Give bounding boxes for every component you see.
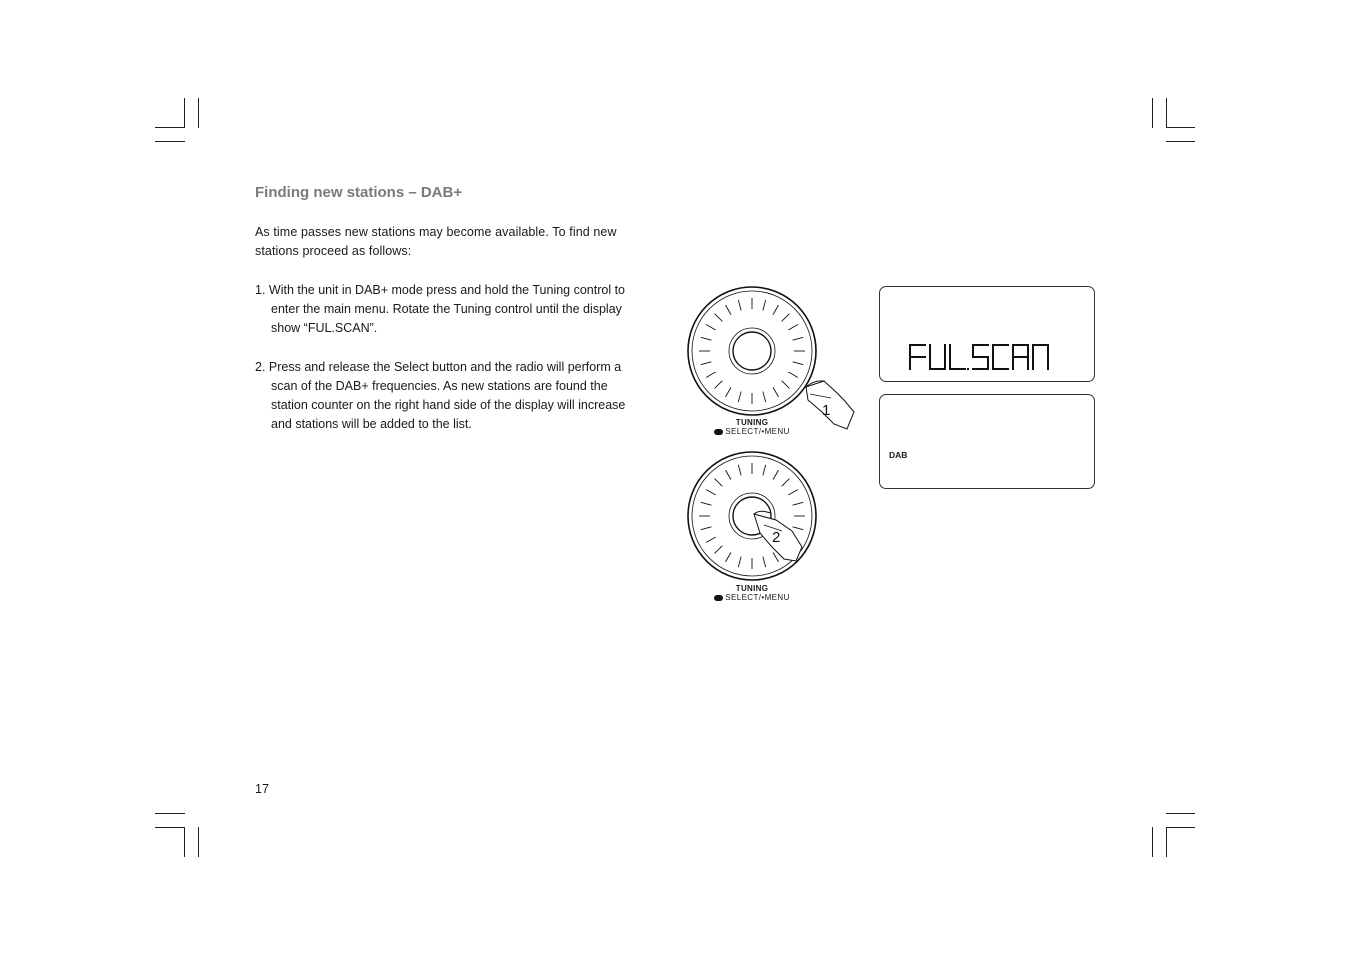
crop-mark (1166, 98, 1167, 128)
step-line: 2. Press and release the Select button and the radio will perform a (255, 360, 622, 374)
knob-label-main: TUNING (735, 584, 769, 593)
step-line: show “FUL.SCAN”. (271, 321, 378, 335)
tuning-knob-press-hold (684, 284, 864, 434)
crop-mark (1166, 813, 1195, 814)
crop-mark (1166, 141, 1195, 142)
lcd-segment-text (880, 287, 1094, 381)
intro-line: As time passes new stations may become available. To find new (255, 225, 617, 239)
step-1 (255, 281, 655, 338)
intro-line: stations proceed as follows: (255, 244, 412, 258)
crop-mark (1152, 827, 1153, 857)
tuning-knob-press-select (684, 451, 864, 591)
enter-icon (714, 595, 723, 601)
knob-label-main: TUNING (735, 418, 769, 427)
crop-mark (198, 827, 199, 857)
crop-mark (1166, 127, 1195, 128)
crop-mark (155, 141, 185, 142)
lcd-display-bottom (879, 394, 1095, 489)
knob-label (692, 418, 812, 436)
crop-mark (184, 98, 185, 128)
step-line: scan of the DAB+ frequencies. As new stations are found the (271, 379, 608, 393)
step-2 (255, 358, 655, 434)
crop-mark (1152, 98, 1153, 128)
section-title: Finding new stations – DAB+ (255, 184, 463, 201)
step-line: enter the main menu. Rotate the Tuning control until the display (271, 302, 622, 316)
step-marker-2: 2 (772, 529, 781, 546)
step-line: and stations will be added to the list. (271, 417, 472, 431)
crop-mark (155, 827, 185, 828)
page-number: 17 (255, 782, 269, 796)
knob-label-sub: SELECT/•MENU (725, 427, 790, 436)
crop-mark (1166, 827, 1167, 857)
crop-mark (155, 813, 185, 814)
crop-mark (155, 127, 185, 128)
knob-label-sub: SELECT/•MENU (725, 593, 790, 602)
enter-icon (714, 429, 723, 435)
step-marker-1: 1 (822, 402, 831, 419)
knob-label (692, 584, 812, 602)
step-line: 1. With the unit in DAB+ mode press and hold the Tuning control to (255, 283, 626, 297)
crop-mark (198, 98, 199, 128)
intro-paragraph (255, 223, 655, 261)
dab-indicator: DAB (889, 450, 908, 460)
crop-mark (1166, 827, 1195, 828)
lcd-display-top (879, 286, 1095, 382)
step-line: station counter on the right hand side of the display will increase (271, 398, 626, 412)
crop-mark (184, 827, 185, 857)
